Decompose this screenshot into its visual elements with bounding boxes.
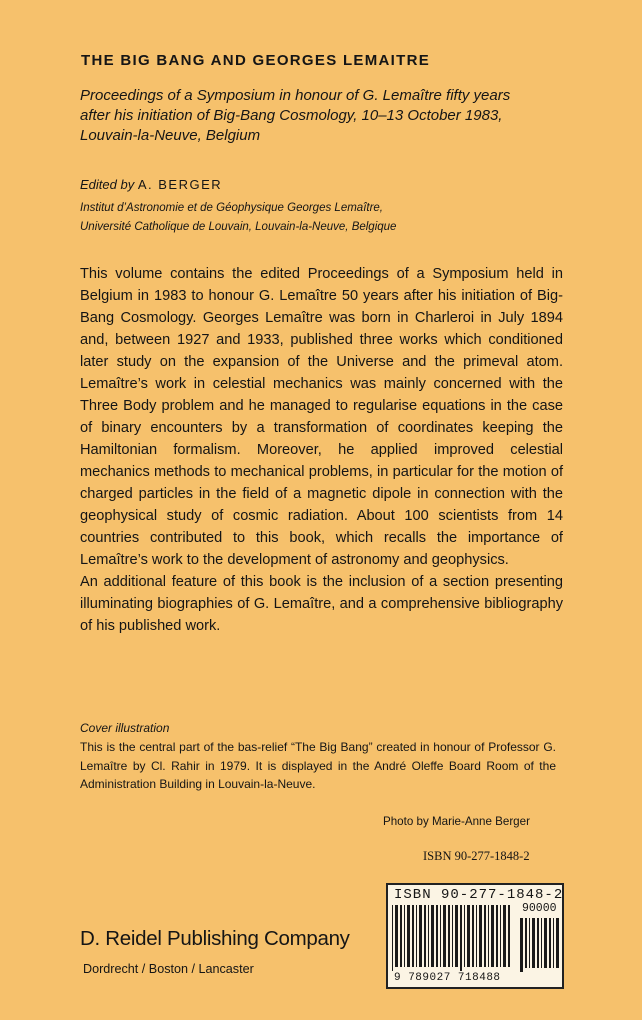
barcode-bar [440, 905, 441, 967]
publisher-name: D. Reidel Publishing Company [80, 927, 350, 950]
cover-illustration-text: This is the central part of the bas-relief “The Big Bang” created in honour of Professor G. Lemaître by Cl. Rahir in 1979. It is displayed in the André Oleffe Board Room of the Administration Building in Louvain-la-Neuve. [80, 740, 556, 791]
barcode-bar [443, 905, 446, 967]
barcode-bar [484, 905, 486, 967]
description-paragraph: An additional feature of this book is the inclusion of a section presenting illuminating biographies of G. Lemaître, and a comprehensive bibliography of his published work. [80, 574, 563, 634]
barcode-bar [424, 905, 426, 967]
barcode-bar [436, 905, 438, 967]
barcode-bar [448, 905, 450, 967]
affiliation-line: Institut d’Astronomie et de Géophysique Georges Lemaître, [80, 202, 383, 214]
book-subtitle [80, 86, 580, 146]
subtitle-line: Louvain-la-Neuve, Belgium [80, 127, 261, 144]
barcode-bar [460, 905, 462, 971]
cover-illustration-label: Cover illustration [80, 721, 170, 735]
barcode-bar [491, 905, 494, 967]
affiliation-line: Université Catholique de Louvain, Louvain-la-Neuve, Belgique [80, 221, 397, 233]
barcode-bar [553, 918, 554, 968]
barcode-bar [525, 918, 527, 968]
barcode-bar [419, 905, 422, 967]
barcode-bar [508, 905, 510, 967]
barcode [386, 883, 564, 989]
barcode-bar [416, 905, 417, 967]
barcode-bar [400, 905, 402, 967]
barcode-ean-digits: 9 789027 718488 [394, 972, 501, 984]
barcode-bar [479, 905, 482, 967]
barcode-bar [520, 918, 523, 972]
barcode-bar [544, 918, 547, 968]
barcode-bar [455, 905, 458, 967]
editor-line [80, 177, 222, 192]
editor-prefix: Edited by [80, 177, 135, 192]
barcode-bar [464, 905, 465, 967]
barcode-bar [404, 905, 405, 967]
description-paragraph: This volume contains the edited Proceedings of a Symposium held in Belgium in 1983 to honour G. Lemaître 50 years after his initiation of Big-Bang Cosmology. Georges Lemaître was born in Charleroi in July 1894 and, between 1927 and 1933, published three works which conditioned later study on the expansion of the Universe and the primeval atom. Lemaître’s work in celestial mechanics was mainly concerned with the Three Body problem and he managed to regularise equations in the case of binary encounters by a transformation of coordinates keeping the Hamiltonian formalism. Moreover, he applied improved celestial mechanics methods to mechanical problems, in particular for the motion of charged particles in the field of a magnetic dipole in connection with the geophysical study of cosmic radiation. About 100 scientists from 14 countries contributed to this book, which recalls the importance of Lemaître’s work to the development of astronomy and geophysics. [80, 266, 563, 568]
barcode-bar [472, 905, 474, 967]
barcode-bar [537, 918, 539, 968]
barcode-bar [467, 905, 470, 967]
subtitle-line: Proceedings of a Symposium in honour of G. Lemaître fifty years [80, 87, 511, 104]
barcode-bar [431, 905, 434, 967]
barcode-bar [541, 918, 542, 968]
barcode-addon-digits: 90000 [522, 902, 557, 915]
barcode-bar [395, 905, 398, 967]
subtitle-line: after his initiation of Big-Bang Cosmology, 10–13 October 1983, [80, 107, 503, 124]
isbn-text: ISBN 90-277-1848-2 [423, 849, 530, 863]
editor-name: A. BERGER [137, 177, 223, 192]
barcode-bar [532, 918, 535, 968]
barcode-bar [407, 905, 410, 967]
barcode-bar [500, 905, 501, 967]
barcode-bar [529, 918, 530, 968]
description [80, 263, 563, 637]
barcode-bar [549, 918, 551, 968]
publisher-cities: Dordrecht / Boston / Lancaster [83, 962, 254, 976]
barcode-bar [496, 905, 498, 967]
barcode-bar [452, 905, 453, 967]
barcode-bar [412, 905, 414, 967]
barcode-bar [392, 905, 393, 971]
barcode-bar [488, 905, 489, 967]
book-title: THE BIG BANG AND GEORGES LEMAITRE [81, 52, 431, 69]
barcode-bar [428, 905, 429, 967]
photo-credit: Photo by Marie-Anne Berger [383, 815, 530, 828]
barcode-bar [476, 905, 477, 967]
barcode-bar [503, 905, 506, 967]
barcode-main-bars [392, 905, 512, 971]
barcode-bar [556, 918, 559, 968]
barcode-isbn: ISBN 90-277-1848-2 [394, 887, 564, 903]
barcode-addon-bars [520, 918, 560, 972]
editor-affiliation [80, 199, 396, 237]
